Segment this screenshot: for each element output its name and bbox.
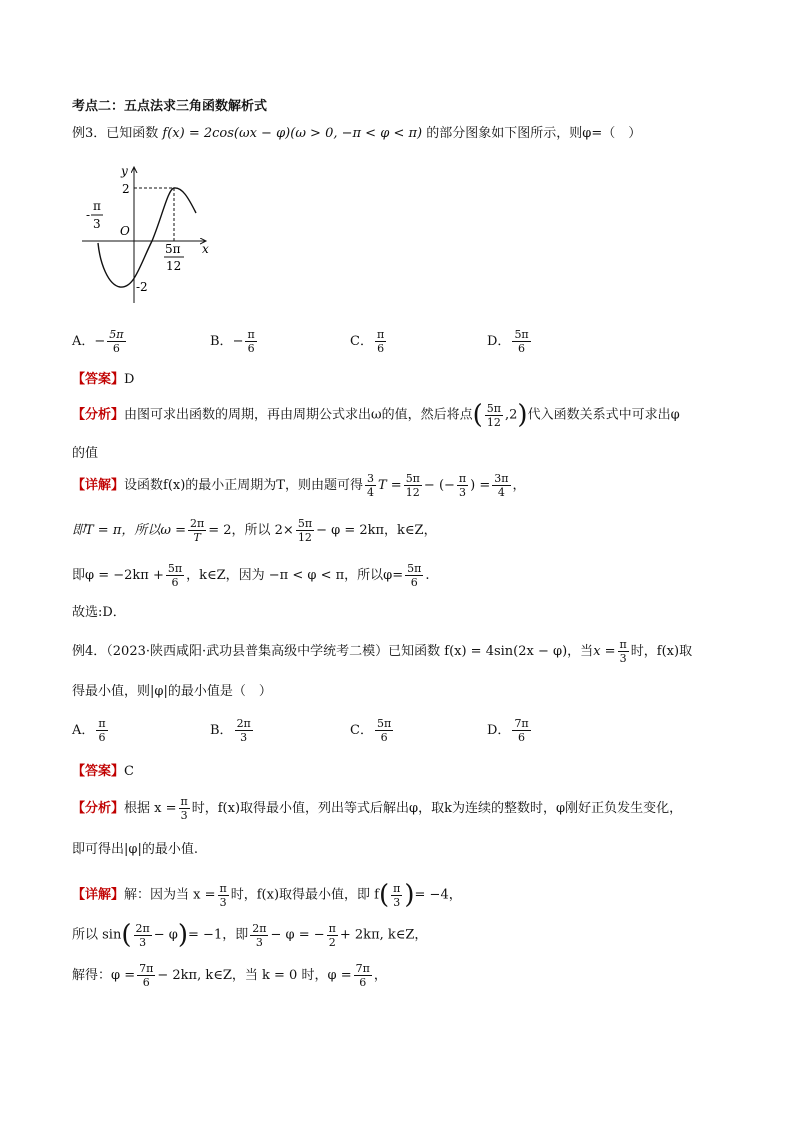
ex3-analysis: 【分析】由图可求出函数的周期，再由周期公式求出ω的值，然后将点( $\frac{5\pi}{12}$ ,2)代入函数关系式中可求出φ — [72, 400, 680, 430]
detail-text: T = — [377, 478, 402, 493]
ex4-cond: x = — [593, 644, 616, 659]
frac-num: 5π — [407, 562, 422, 575]
ex4-answer — [72, 760, 134, 779]
option-den: 6 — [377, 342, 385, 355]
answer-tag: 【答案】 — [72, 764, 125, 779]
frac-num: π — [619, 638, 627, 651]
detail-tag: 【详解】 — [72, 478, 125, 493]
ex3-detail-line1 — [72, 472, 526, 499]
detail-text: + 2kπ, k∈Z， — [339, 927, 428, 943]
ex3-answer — [72, 368, 134, 387]
ex3-lead: 例3．已知函数 — [72, 126, 159, 141]
ex3-formula: f(x) = 2cos(ωx − φ)(ω > 0, −π < φ < π) — [162, 126, 423, 141]
detail-text: ) = — [470, 478, 491, 493]
option-label: C． — [350, 723, 373, 738]
analysis-text: 时，f(x)取得最小值，列出等式后解出φ，取k为连续的整数时，φ刚好正负发生变化， — [191, 801, 683, 816]
option-den: 6 — [112, 342, 120, 355]
frac-num: 3 — [366, 472, 374, 485]
point-y: ,2 — [505, 407, 518, 423]
option-num: 5π — [514, 328, 529, 341]
option-label: A． — [72, 723, 95, 738]
ex4-cond-tail: 时，f(x)取 — [630, 644, 693, 659]
neg-pi: π — [93, 199, 101, 213]
ex3-option-a[interactable] — [72, 328, 128, 355]
frac-den: T — [193, 531, 201, 544]
ex3-tail: 的部分图象如下图所示，则φ=（ ） — [426, 126, 642, 141]
detail-text: 解：因为当 x = — [124, 887, 216, 903]
detail-text: ， — [512, 478, 526, 493]
detail-text: 解得：φ = — [72, 968, 136, 983]
analysis-tag: 【分析】 — [72, 801, 125, 816]
detail-text: 即φ = −2kπ + — [72, 568, 164, 583]
answer-tag: 【答案】 — [72, 372, 125, 387]
frac-den: 3 — [139, 935, 147, 949]
ex4-analysis-cont: 即可得出|φ|的最小值. — [72, 842, 198, 857]
frac-den: 12 — [405, 486, 420, 499]
ex3-option-d[interactable] — [487, 328, 533, 355]
ex3-question — [72, 122, 641, 141]
frac-num: π — [328, 921, 336, 935]
frac-den: 6 — [410, 576, 418, 589]
frac-den: 4 — [497, 486, 505, 499]
detail-text: − φ — [153, 927, 178, 943]
frac-den: 6 — [171, 576, 179, 589]
ex4-detail-line3 — [72, 962, 387, 989]
frac-den: 6 — [359, 976, 367, 989]
frac-den: 3 — [393, 895, 401, 909]
option-num: 5π — [109, 328, 124, 341]
option-label: C． — [350, 334, 373, 349]
option-sign: − — [94, 334, 106, 349]
analysis-text: 由图可求出函数的周期，再由周期公式求出ω的值，然后将点 — [124, 407, 473, 423]
ex4-option-b[interactable] — [210, 717, 255, 744]
option-num: 2π — [236, 717, 251, 730]
option-den: 6 — [380, 731, 388, 744]
point-x-num: 5π — [486, 401, 502, 415]
tick-5pi: 5π — [165, 242, 181, 256]
ex3-option-b[interactable] — [210, 328, 259, 355]
cosine-curve — [98, 188, 196, 287]
ex4-question-line2: 得最小值，则|φ|的最小值是（ ） — [72, 684, 272, 699]
option-label: B． — [210, 334, 233, 349]
answer-value: D — [124, 372, 135, 387]
frac-num: π — [219, 881, 227, 895]
option-num: π — [247, 328, 255, 341]
ex3-graph — [76, 155, 236, 307]
x-label: x — [202, 242, 209, 256]
frac-den: 6 — [142, 976, 150, 989]
detail-text: − φ = − — [270, 927, 325, 943]
y-label: y — [121, 164, 128, 178]
detail-text: − (− — [423, 478, 455, 493]
ex4-option-c[interactable] — [350, 717, 395, 744]
section-title: 考点二：五点法求三角函数解析式 — [72, 99, 268, 114]
tick-12: 12 — [166, 259, 182, 273]
frac-num: π — [458, 472, 467, 485]
frac-den: 4 — [366, 486, 374, 499]
origin-label: O — [120, 224, 130, 238]
detail-text: = 2，所以 2× — [208, 523, 294, 538]
frac-num: 5π — [297, 517, 313, 530]
ex3-detail-line2 — [72, 517, 437, 544]
option-num: 7π — [514, 717, 529, 730]
frac-den: 2 — [328, 935, 336, 949]
frac-num: 7π — [355, 962, 370, 975]
frac-num: π — [180, 795, 188, 808]
frac-den: 3 — [459, 486, 467, 499]
analysis-text-2: 代入函数关系式中可求出φ — [527, 407, 680, 423]
frac-num: π — [393, 881, 401, 895]
ymin-label: -2 — [136, 280, 148, 294]
detail-text: 设函数f(x)的最小正周期为T，则由题可得 — [124, 478, 363, 493]
frac-den: 3 — [219, 895, 227, 909]
detail-text: 即T = π，所以ω = — [72, 523, 186, 538]
frac-num: 3π — [494, 472, 509, 485]
detail-text: − 2kπ, k∈Z，当 k = 0 时，φ = — [157, 968, 352, 983]
detail-text: 所以 sin — [72, 927, 122, 943]
frac-num: 5π — [167, 562, 183, 575]
detail-text: − φ = 2kπ，k∈Z， — [316, 523, 437, 538]
ymax-label: 2 — [122, 182, 130, 196]
option-den: 6 — [98, 731, 106, 744]
frac-num: 2π — [252, 921, 267, 935]
option-den: 6 — [518, 342, 526, 355]
analysis-tag: 【分析】 — [72, 407, 125, 423]
frac-den: 3 — [180, 809, 188, 822]
ex3-analysis-cont: 的值 — [72, 446, 99, 461]
ex4-option-a[interactable] — [72, 717, 110, 744]
detail-text: ， — [373, 968, 387, 983]
detail-text: ，k∈Z，因为 −π < φ < π，所以φ= — [186, 568, 404, 583]
option-num: π — [376, 328, 385, 341]
frac-den: 12 — [297, 531, 312, 544]
option-den: 6 — [518, 731, 526, 744]
option-label: B． — [210, 723, 233, 738]
frac-num: 2π — [135, 921, 150, 935]
ex4-analysis — [72, 795, 682, 822]
neg-three: 3 — [93, 217, 101, 231]
option-label: D． — [487, 334, 511, 349]
option-den: 3 — [240, 731, 248, 744]
option-label: D． — [487, 723, 511, 738]
ex3-conclusion: 故选:D． — [72, 605, 126, 620]
option-num: π — [98, 717, 106, 730]
ex4-detail-line1: 【详解】解：因为当 x = $\frac{\pi}{3}$ 时，f(x)取得最小值，即 f( $\frac{\pi}{3}$ )= −4， — [72, 880, 462, 910]
detail-text: 时，f(x)取得最小值，即 f — [230, 887, 379, 903]
ex3-option-c[interactable] — [350, 328, 388, 355]
detail-tag: 【详解】 — [72, 887, 125, 903]
detail-text: = −4， — [414, 887, 462, 903]
frac-den: 3 — [619, 652, 627, 665]
frac-num: 5π — [405, 472, 420, 485]
frac-num: 2π — [190, 517, 205, 530]
analysis-text: 根据 x = — [124, 801, 177, 816]
option-label: A． — [72, 334, 95, 349]
ex4-detail-line2: 所以 sin( $\frac{2\pi}{3}$ − φ)= −1，即 $\frac{2\pi}{3}$ − φ = − $\frac{\pi}{2}$ + 2kπ, k∈Z， — [72, 920, 428, 950]
frac-den: 3 — [255, 935, 263, 949]
frac-num: 7π — [139, 962, 154, 975]
option-den: 6 — [247, 342, 255, 355]
neg-sign: - — [86, 208, 91, 222]
detail-text: = −1，即 — [188, 927, 249, 943]
option-num: 5π — [376, 717, 392, 730]
ex3-detail-line3 — [72, 562, 430, 589]
point-x-den: 12 — [486, 415, 501, 429]
ex4-question — [72, 638, 692, 665]
ex4-lead: 例4．（2023·陕西咸阳·武功县普集高级中学统考二模）已知函数 f(x) = 4sin(2x − φ)，当 — [72, 644, 594, 659]
option-sign: − — [232, 334, 244, 349]
detail-text: . — [425, 568, 430, 583]
ex4-option-d[interactable] — [487, 717, 533, 744]
answer-value: C — [124, 764, 134, 779]
